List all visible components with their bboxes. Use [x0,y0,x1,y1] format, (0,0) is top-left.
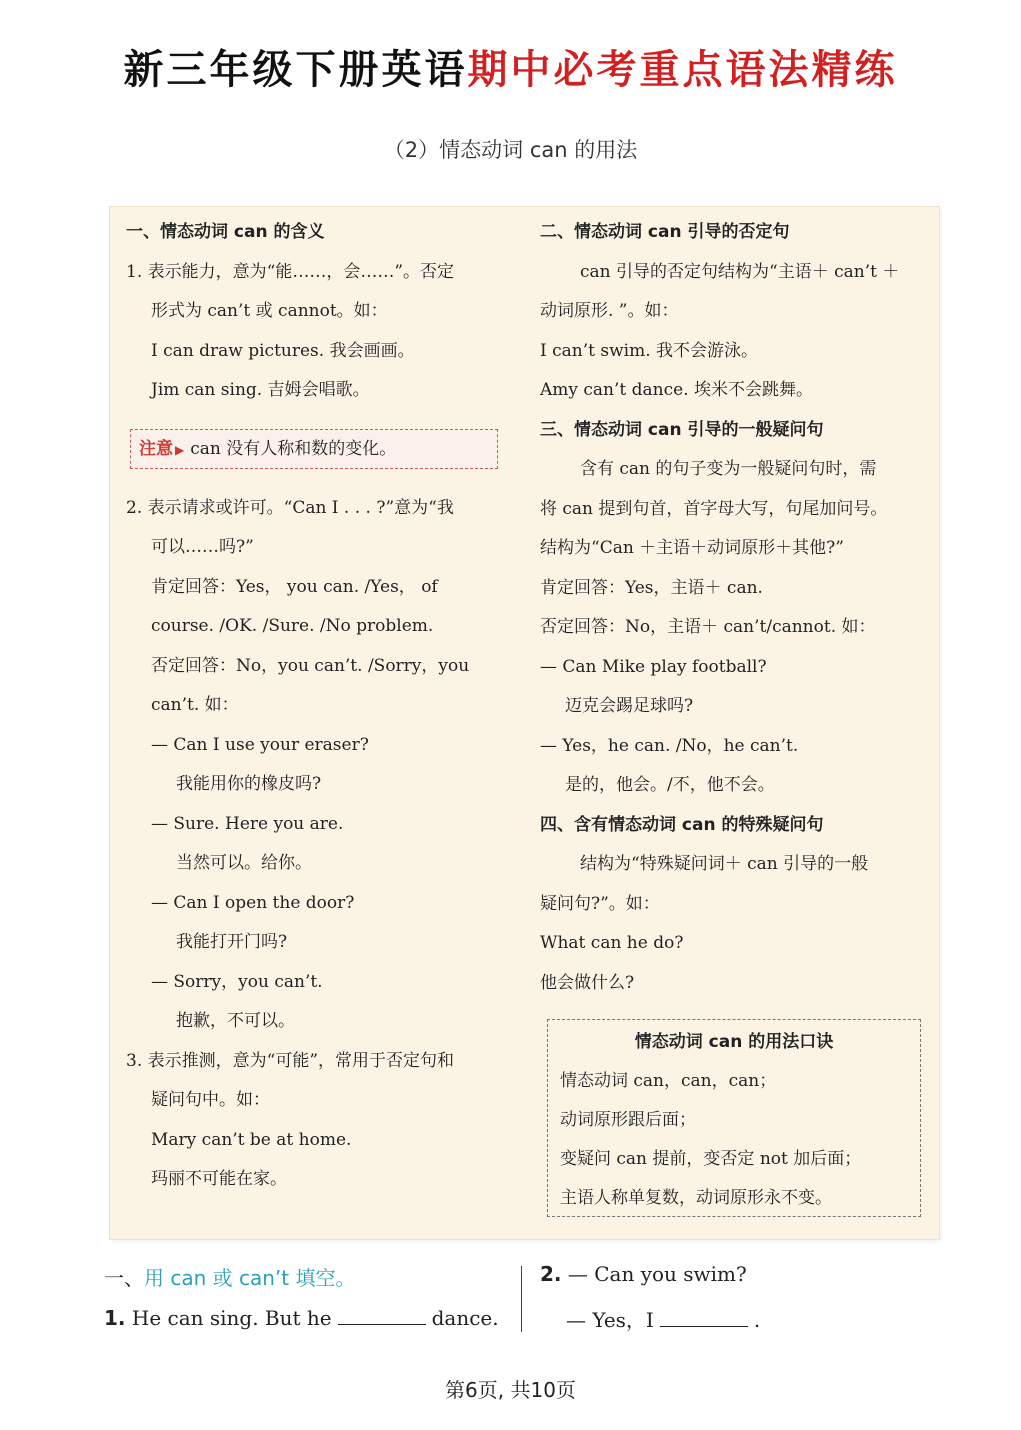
dialog-2-answer: — Sorry，you can’t. [151,971,323,992]
section-3-dialog-question-translation: 迈克会踢足球吗? [565,696,694,716]
triangle-arrow-icon: ▶ [175,443,185,457]
mnemonic-line: 情态动词 can，can，can； [560,1071,777,1091]
item-2-line-1: 2. 表示请求或许可。“Can I . . . ?”意为“我 [126,497,454,518]
section-3-negative: 否定回答：No，主语＋ can’t/cannot. 如： [540,617,876,637]
page-title [0,38,1021,95]
item-3-example-translation: 玛丽不可能在家。 [151,1169,287,1189]
section-3-heading: 三、情态动词 can 引导的一般疑问句 [540,419,824,440]
section-2-line-1: can 引导的否定句结构为“主语＋ can’t ＋ [580,261,900,282]
note-text: can 没有人称和数的变化。 [190,439,397,459]
section-3-dialog-answer: — Yes，he can. /No，he can’t. [540,735,799,756]
question-2-question: — Can you swim? [567,1262,747,1286]
section-1-heading: 一、情态动词 can 的含义 [126,222,325,242]
question-1-number: 1. [104,1306,126,1330]
item-2-negative-2: can’t. 如： [151,695,239,715]
section-3-positive: 肯定回答：Yes，主语＋ can. [540,577,763,598]
exercise-heading [104,1262,355,1291]
item-3-line-1: 3. 表示推测，意为“可能”，常用于否定句和 [126,1050,455,1071]
mnemonic-box [547,1019,921,1217]
section-3-dialog-question: — Can Mike play football? [540,656,767,677]
mnemonic-line: 变疑问 can 提前，变否定 not 加后面； [560,1149,862,1169]
item-2-negative-1: 否定回答：No，you can’t. /Sorry，you [151,655,470,676]
mnemonic-heading: 情态动词 can 的用法口诀 [634,1032,834,1052]
section-2-line-2: 动词原形. ”。如： [540,301,679,321]
dialog-1-question-translation: 我能用你的橡皮吗? [176,774,322,794]
dialog-1-answer-translation: 当然可以。给你。 [176,853,312,873]
page-title-black: 新三年级下册英语 [123,47,468,93]
item-1-example-1: I can draw pictures. 我会画画。 [151,340,415,361]
item-1-line-2: 形式为 can’t 或 cannot。如： [151,301,388,321]
question-2-answer-after: . [753,1308,761,1332]
exercise-question-2 [540,1262,747,1286]
mnemonic-line: 动词原形跟后面； [560,1110,696,1130]
section-3-line-2: 将 can 提到句首，首字母大写，句尾加问号。 [540,498,888,519]
grammar-panel [110,207,939,1239]
exercise-heading-text: 用 can 或 can’t 填空。 [144,1266,356,1290]
question-1-text-after: dance. [431,1306,499,1330]
item-1-line-1: 1. 表示能力，意为“能……，会……”。否定 [126,261,455,282]
dialog-1-question: — Can I use your eraser? [151,734,369,755]
question-2-answer-before: — Yes，I [566,1308,654,1332]
question-2-blank[interactable] [660,1308,748,1327]
dialog-2-question: — Can I open the door? [151,892,355,913]
question-1-text-before: He can sing. But he [131,1306,332,1330]
dialog-1-answer: — Sure. Here you are. [151,813,344,834]
section-4-line-2: 疑问句?”。如： [540,893,660,914]
note-box [130,429,498,469]
section-2-example-1: I can’t swim. 我不会游泳。 [540,340,759,361]
page-footer: 第6页, 共10页 [445,1378,576,1402]
dialog-2-answer-translation: 抱歉，不可以。 [176,1011,295,1031]
exercise-divider [521,1266,522,1332]
section-3-dialog-answer-translation: 是的，他会。/不，他不会。 [565,775,775,795]
section-2-heading: 二、情态动词 can 引导的否定句 [540,222,790,242]
right-column [540,207,926,1003]
page-title-red: 期中必考重点语法精练 [467,47,898,93]
section-3-line-1: 含有 can 的句子变为一般疑问句时，需 [580,459,877,479]
section-2-example-2: Amy can’t dance. 埃米不会跳舞。 [540,380,814,400]
item-3-example: Mary can’t be at home. [151,1129,352,1150]
exercise-heading-prefix: 一、 [104,1266,144,1290]
left-column [126,207,510,1200]
note-tag: 注意 [139,439,173,459]
section-4-heading: 四、含有情态动词 can 的特殊疑问句 [540,814,824,835]
item-2-line-2: 可以……吗?” [151,537,254,557]
item-3-line-2: 疑问句中。如： [151,1090,270,1110]
item-2-positive-1: 肯定回答：Yes， you can. /Yes， of [151,576,438,597]
question-1-blank[interactable] [338,1306,426,1325]
exercise-question-1 [104,1306,499,1330]
question-2-number: 2. [540,1262,562,1286]
section-3-line-3: 结构为“Can ＋主语＋动词原形＋其他?” [540,538,844,558]
mnemonic-line: 主语人称单复数，动词原形永不变。 [560,1188,832,1208]
dialog-2-question-translation: 我能打开门吗? [176,932,288,952]
section-4-example: What can he do? [540,933,684,953]
exercise-question-2-answer [566,1304,760,1333]
item-2-positive-2: course. /OK. /Sure. /No problem. [151,616,434,636]
page-subtitle: （2）情态动词 can 的用法 [383,138,638,162]
item-1-example-2: Jim can sing. 吉姆会唱歌。 [151,380,370,400]
section-4-line-1: 结构为“特殊疑问词＋ can 引导的一般 [580,854,869,874]
section-4-example-translation: 他会做什么? [540,972,635,993]
